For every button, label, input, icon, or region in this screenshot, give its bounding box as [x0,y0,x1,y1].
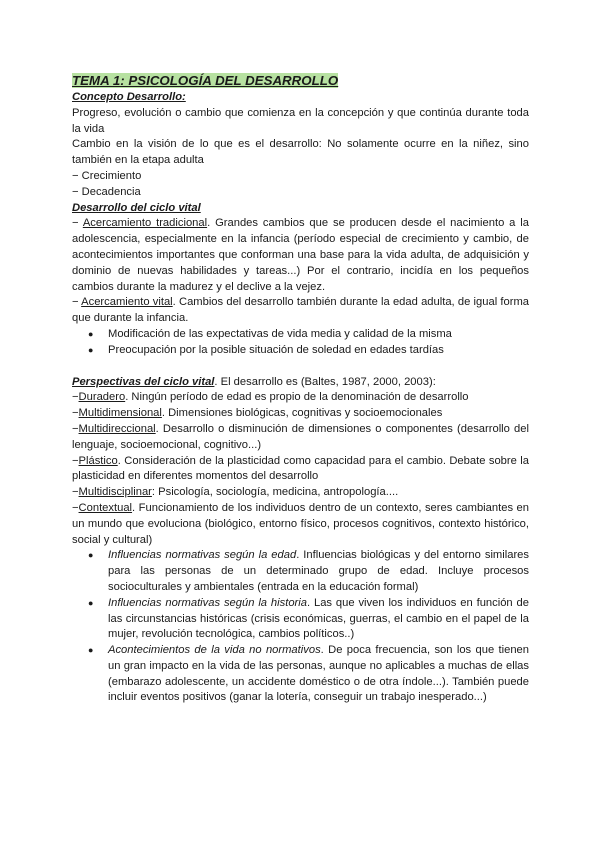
term: Multidimensional [78,407,162,420]
tradicional-term: Acercamiento tradicional [82,217,208,230]
concepto-heading: Concepto Desarrollo: [72,91,186,103]
perspectivas-heading-suffix: . El desarrollo es (Baltes, 1987, 2000, 2003): [214,375,436,388]
perspectiva-contextual [72,501,529,548]
text: : Psicología, sociología, medicina, antropología.... [151,486,399,499]
bullet-term: Influencias normativas según la edad [108,549,297,562]
bullet-text: . De poca frecuencia, son los que tienen un gran impacto en la vida de las personas, aunque no aplicables a muchas de ellas (embarazo adolescente, un accidente doméstico o de otra índole...). También puede incluir eventos positivos (ganar la lotería, conseguir un trabajo inesperado...) [108,644,529,704]
concepto-paragraph-1: Progreso, evolución o cambio que comienza en la concepción y que continúa durante toda la vida [72,106,529,135]
bullet-term: Influencias normativas según la historia [108,596,307,609]
tradicional-dash: − [72,217,83,230]
term: Contextual [78,501,133,514]
text: . Funcionamiento de los individuos dentro de un contexto, seres cambiantes en un mundo que evoluciona (biológico, entorno físico, procesos cognitivos, contexto histórico, social y cultural) [72,501,529,546]
dash: − [72,501,79,514]
perspectiva-multidisciplinar [72,485,529,501]
dash: − [72,422,79,435]
spacer [72,359,529,375]
term: Duradero [78,391,126,404]
dash: − [72,407,79,420]
dash: − [72,391,79,404]
perspectiva-plastico [72,454,529,486]
concepto-item-decadencia: − Decadencia [72,185,141,198]
list-item [72,548,529,595]
bullet-text: . Influencias biológicas y del entorno similares para las personas de un determinado grupo de edad. Incluye procesos socioculturales y ambientales (entrada en la educación formal) [108,549,529,593]
term: Multidisciplinar [78,486,152,499]
document-content [72,72,529,706]
vital-term: Acercamiento vital [81,296,173,309]
perspectiva-multidireccional [72,422,529,454]
ciclo-vital [72,295,529,327]
perspectivas-heading: Perspectivas del ciclo vital [72,375,215,388]
title-line [72,72,529,90]
concepto-paragraph-2: Cambio en la visión de lo que es el desarrollo: No solamente ocurre en la niñez, sino también en la etapa adulta [72,138,529,167]
perspectivas-intro [72,375,529,391]
tradicional-text: . Grandes cambios que se producen desde el nacimiento a la adolescencia, especialmente en la infancia (período especial de crecimiento y cambio, de acontecimientos importantes que conforman una base para la vida adulta, de adquisición y dominio de nuevas habilidades y tareas...) Por el contrario, incidía en los pequeños cambios durante la madurez y el declive a la vejez. [72,217,529,293]
ciclo-heading: Desarrollo del ciclo vital [72,201,201,214]
dash: − [72,454,79,467]
bullet-term: Acontecimientos de la vida no normativos [108,644,321,657]
vital-text: . Cambios del desarrollo también durante la edad adulta, de igual forma que durante la infancia. [72,296,529,325]
concepto-item-crecimiento: − Crecimiento [72,169,142,182]
dash: − [72,486,79,499]
ciclo-tradicional [72,216,529,295]
text: . Ningún período de edad es propio de la denominación de desarrollo [125,391,469,404]
bullet-text: . Las que viven los individuos en función de las circunstancias históricas (crisis económicas, guerras, el cambio en el papel de la mujer, revolución tecnológica, cambios políticos..) [108,596,529,641]
perspectiva-duradero [72,390,529,406]
term: Plástico [78,454,118,467]
ciclo-bullet-list [72,327,529,359]
list-item: ● Modificación de las expectativas de vida media y calidad de la misma [72,327,529,343]
list-item: ● Preocupación por la posible situación de soledad en edades tardías [72,343,529,359]
contextual-bullet-list [72,548,529,706]
text: . Desarrollo o disminución de dimensiones o componentes (desarrollo del lenguaje, socioemocional, cognitivo...) [72,422,529,451]
page-title: TEMA 1: PSICOLOGÍA DEL DESARROLLO [72,73,339,88]
text: . Consideración de la plasticidad como capacidad para el cambio. Debate sobre la plasticidad en diferentes momentos del desarrollo [72,454,529,483]
term: Multidireccional [78,422,156,435]
list-item [72,643,529,706]
perspectiva-multidimensional [72,406,529,422]
vital-dash: − [72,296,82,309]
text: . Dimensiones biológicas, cognitivas y socioemocionales [161,407,443,420]
list-item [72,596,529,643]
